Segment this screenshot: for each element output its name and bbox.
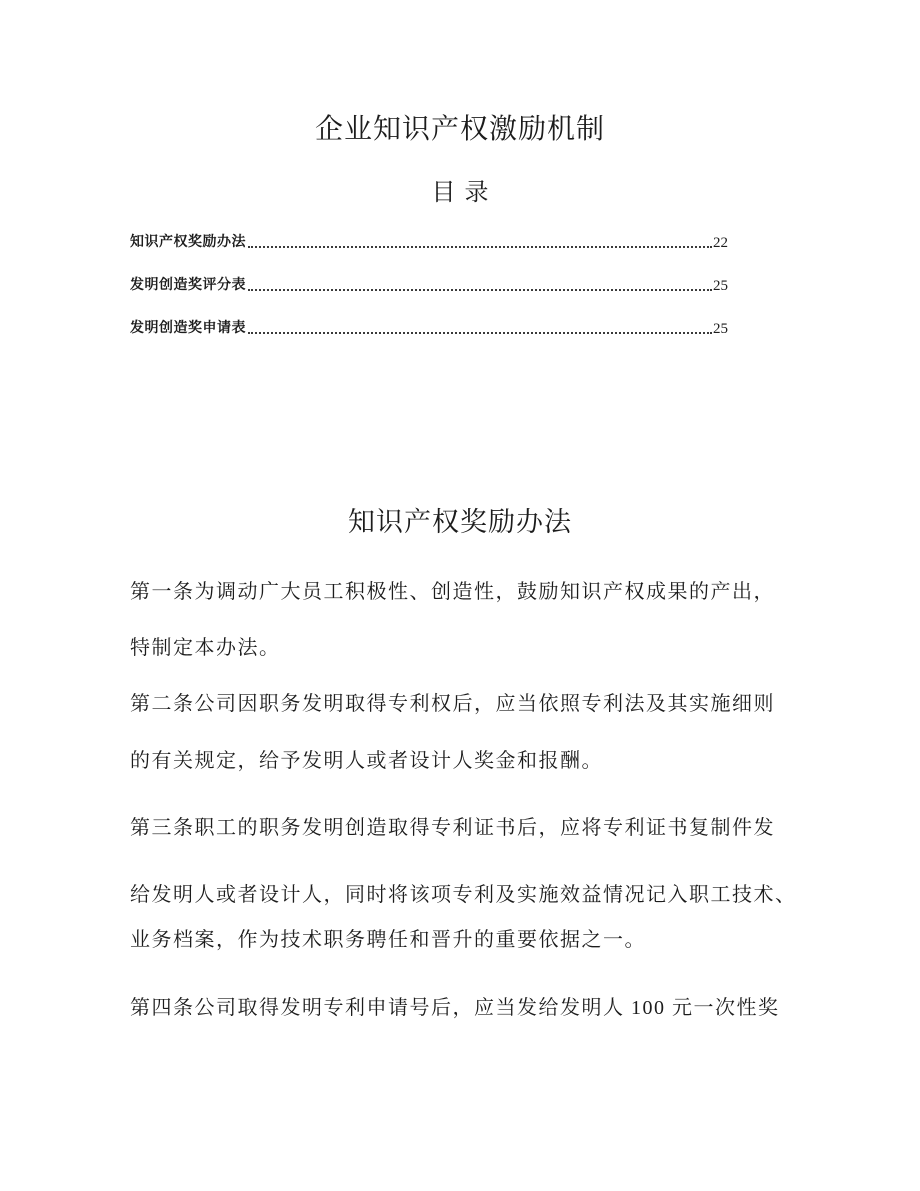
toc-entry-page: 22 (713, 235, 728, 251)
toc-entry[interactable] (130, 318, 728, 338)
body-line: 业务档案，作为技术职务聘任和晋升的重要依据之一。 (130, 929, 646, 951)
toc-entry-page: 25 (713, 321, 728, 337)
section-heading: 知识产权奖励办法 (348, 507, 572, 537)
toc-heading: 目录 (431, 180, 498, 206)
body-line: 第三条职工的职务发明创造取得专利证书后，应将专利证书复制件发 (130, 817, 775, 839)
toc-entry-label[interactable]: 知识产权奖励办法 (130, 235, 246, 250)
toc-entry[interactable] (130, 232, 728, 252)
toc-dot-leader (248, 332, 712, 334)
body-line: 第四条公司取得发明专利申请号后，应当发给发明人 100 元一次性奖 (130, 997, 780, 1019)
body-line: 第二条公司因职务发明取得专利权后，应当依照专利法及其实施细则 (130, 693, 775, 715)
body-line: 给发明人或者设计人，同时将该项专利及实施效益情况记入职工技术、 (130, 884, 797, 906)
body-line: 的有关规定，给予发明人或者设计人奖金和报酬。 (130, 750, 603, 772)
toc-entry-page: 25 (713, 278, 728, 294)
toc-dot-leader (248, 246, 712, 248)
toc-entry[interactable] (130, 275, 728, 295)
body-line: 第一条为调动广大员工积极性、创造性，鼓励知识产权成果的产出， (130, 581, 775, 603)
toc-dot-leader (248, 289, 712, 291)
body-line: 特制定本办法。 (130, 637, 281, 659)
toc-entry-label[interactable]: 发明创造奖评分表 (130, 278, 246, 293)
document-title: 企业知识产权激励机制 (314, 114, 605, 145)
toc-entry-label[interactable]: 发明创造奖申请表 (130, 321, 246, 336)
